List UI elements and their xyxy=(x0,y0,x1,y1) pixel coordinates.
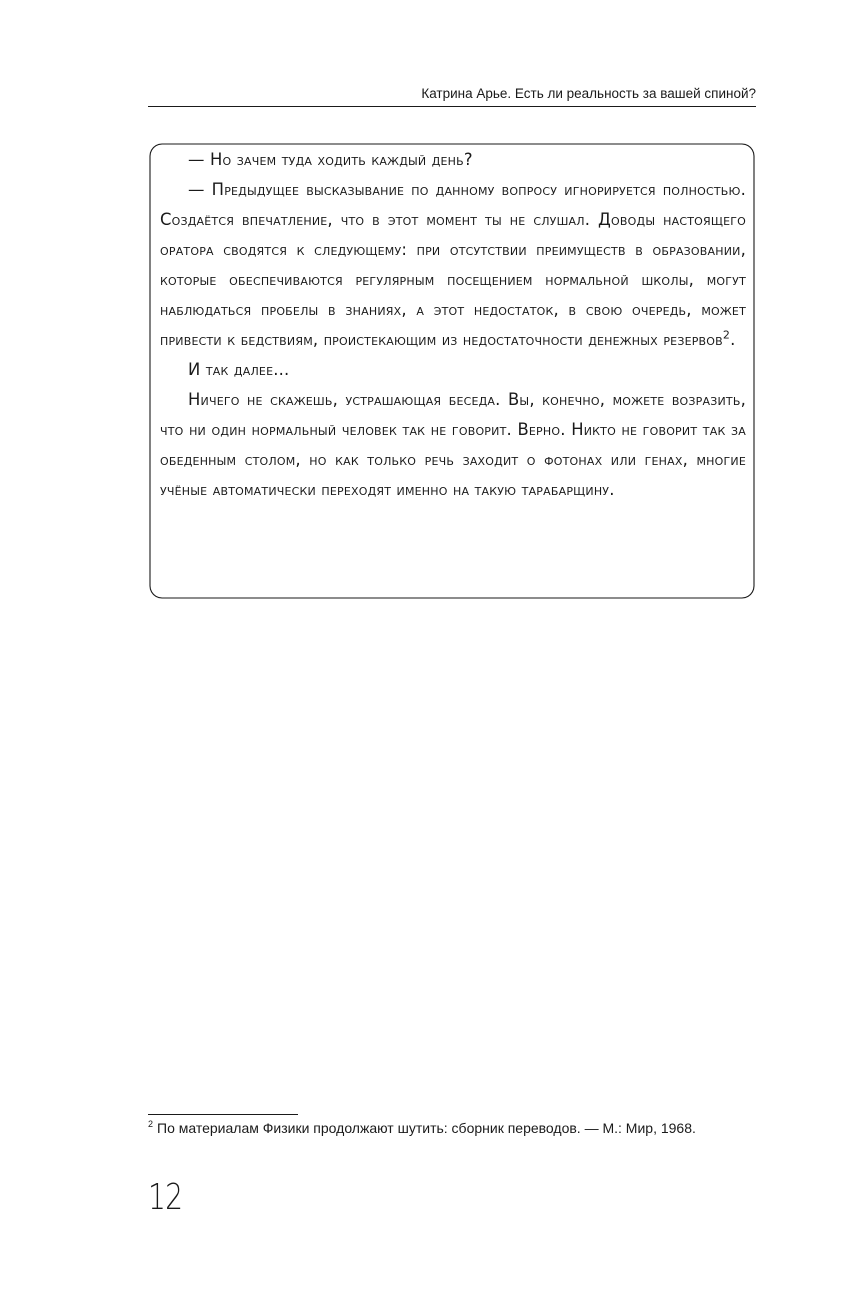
paragraph: Ничего не скажешь, устрашающая беседа. Вы, конечно, можете возразить, что ни один нормальный человек так не говорит. Верно. Никто не говорит так за обеденным столом, но как только речь заходит о фотонах или генах, многие учёные автоматически переходят именно на такую тарабарщину. xyxy=(160,390,746,499)
paragraph: И так далее... xyxy=(188,360,290,379)
running-title: Катрина Арье. Есть ли реальность за вашей спиной? xyxy=(421,86,756,101)
footnote-rule xyxy=(148,1114,298,1115)
footnote-reference[interactable]: 2 xyxy=(722,328,731,342)
punctuation: . xyxy=(730,330,736,349)
footnote-text: По материалам Физики продолжают шутить: сборник переводов. — М.: Мир, 1968. xyxy=(157,1120,696,1136)
paragraph xyxy=(160,175,746,355)
footnote-mark: 2 xyxy=(148,1119,154,1130)
page-number: 12 xyxy=(148,1177,183,1218)
running-header xyxy=(148,84,756,107)
paragraph-text: — Предыдущее высказывание по данному вопросу игнорируется полностью. Создаётся впечатление, что в этот момент ты не слушал. Доводы настоящего оратора сводятся к следующему: при отсутствии преимуществ в образовании, которые обеспечиваются регулярным посещением нормальной школы, могут наблюдаться пробелы в знаниях, а этот недостаток, в свою очередь, может привести к бедствиям, проистекающим из недостаточности денежных резервов xyxy=(160,180,746,349)
footnote xyxy=(148,1118,756,1138)
paragraph: — Но зачем туда ходить каждый день? xyxy=(188,150,473,169)
dialogue-box xyxy=(160,145,746,505)
